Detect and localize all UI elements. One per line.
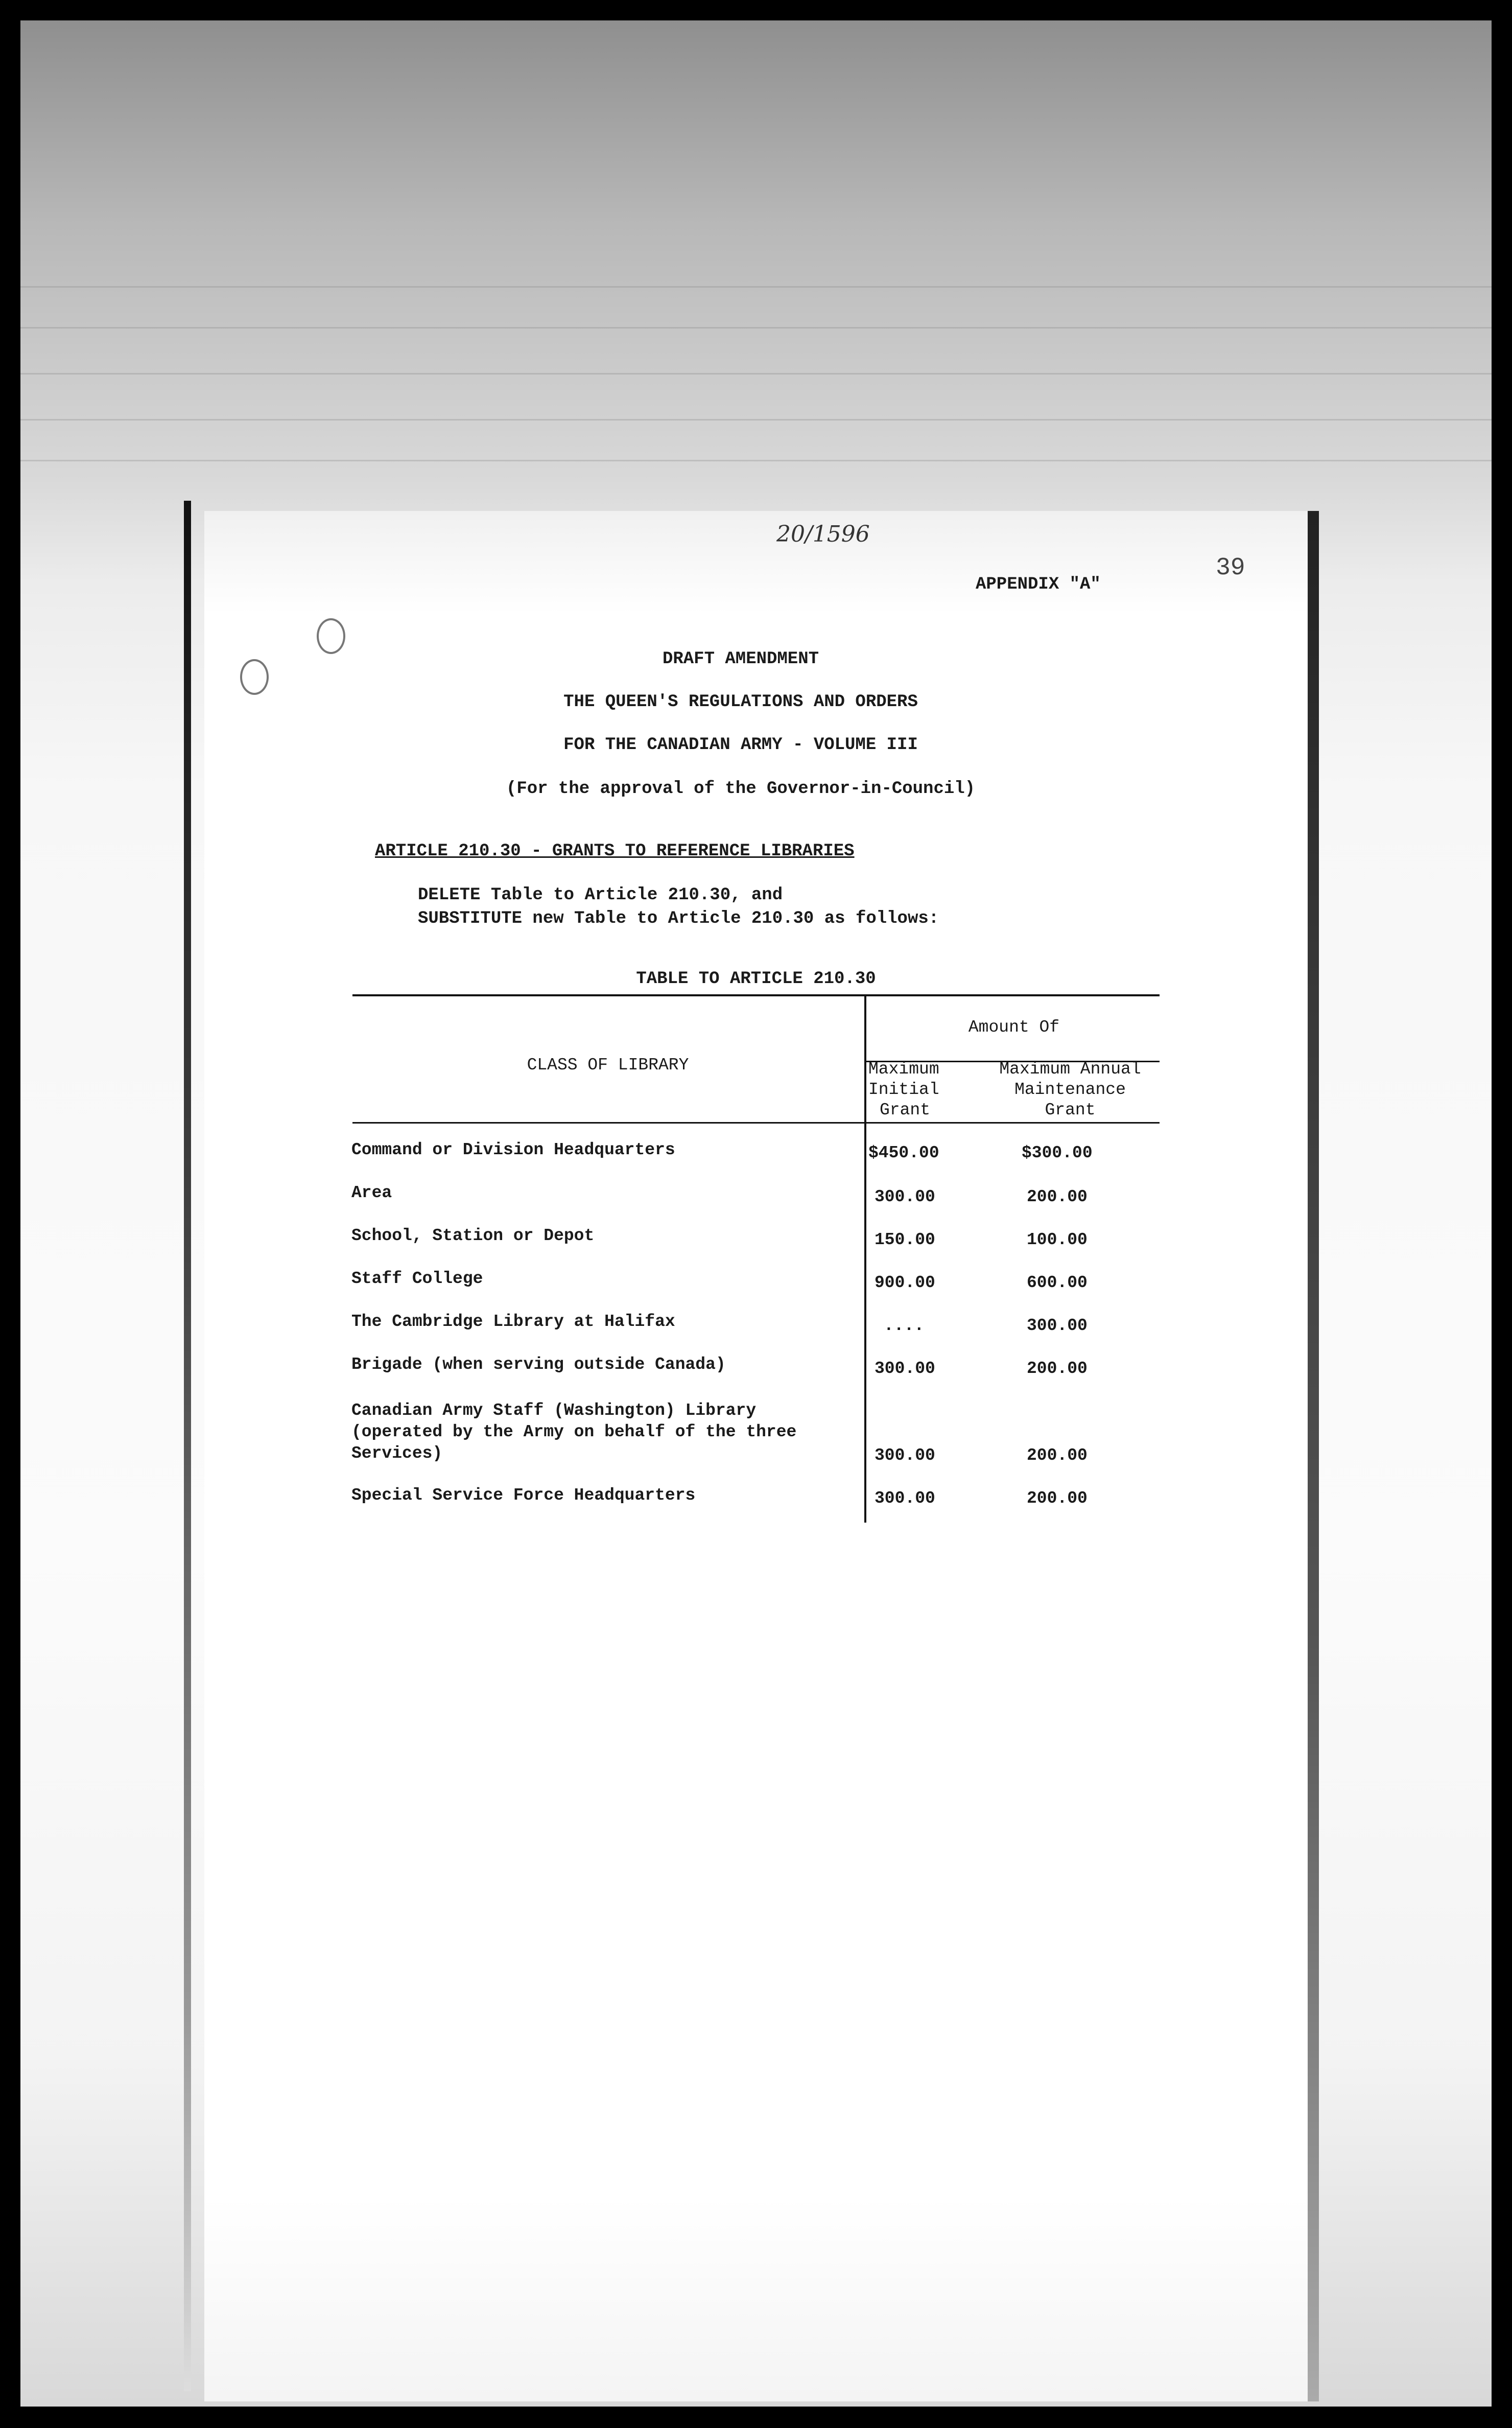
page-edge-right [1308,511,1319,2401]
row-initial: 900.00 [875,1273,935,1292]
class-of-library-header: CLASS OF LIBRARY [527,1056,689,1075]
table-caption: TABLE TO ARTICLE 210.30 [636,969,876,989]
appendix-label: APPENDIX "A" [976,575,1101,594]
row-initial: 300.00 [875,1359,935,1378]
row-label: The Cambridge Library at Halifax [351,1312,675,1331]
row-initial: $450.00 [868,1143,939,1162]
initial-grant-header-2: Initial [868,1080,939,1099]
row-initial: 300.00 [875,1187,935,1206]
title-approval: (For the approval of the Governor-in-Council) [506,779,976,799]
row-annual: 600.00 [1027,1273,1088,1292]
title-volume: FOR THE CANADIAN ARMY - VOLUME III [563,735,918,755]
annual-grant-header-2: Maintenance [1014,1080,1126,1099]
instruction-delete: DELETE Table to Article 210.30, and [418,885,783,905]
initial-grant-header-1: Maximum [868,1060,939,1079]
annual-grant-header-1: Maximum Annual [999,1060,1141,1079]
instruction-substitute: SUBSTITUTE new Table to Article 210.30 as follows: [418,909,939,928]
row-label: Area [351,1183,392,1202]
article-heading: ARTICLE 210.30 - GRANTS TO REFERENCE LIBRARIES [375,842,855,861]
row-initial: .... [884,1316,925,1335]
title-draft-amendment: DRAFT AMENDMENT [662,649,819,669]
row-label: Services) [351,1444,443,1463]
row-label: Staff College [351,1269,483,1288]
page-number: 39 [1216,554,1245,582]
title-regulations: THE QUEEN'S REGULATIONS AND ORDERS [563,692,918,712]
row-annual: 200.00 [1027,1187,1088,1206]
initial-grant-header-3: Grant [880,1101,931,1119]
row-annual: 200.00 [1027,1489,1088,1508]
row-label: Special Service Force Headquarters [351,1486,696,1505]
punch-hole [240,659,269,695]
amount-of-header: Amount Of [968,1018,1060,1037]
row-annual: 200.00 [1027,1446,1088,1465]
punch-hole [317,618,345,654]
row-initial: 300.00 [875,1446,935,1465]
row-initial: 300.00 [875,1489,935,1508]
annual-grant-header-3: Grant [1045,1101,1096,1119]
row-label: Command or Division Headquarters [351,1140,675,1159]
page-edge-left [184,501,191,2391]
row-annual: 300.00 [1027,1316,1088,1335]
row-annual: $300.00 [1022,1143,1093,1162]
row-label: (operated by the Army on behalf of the three [351,1422,797,1441]
row-label: School, Station or Depot [351,1226,595,1245]
row-annual: 200.00 [1027,1359,1088,1378]
row-initial: 150.00 [875,1230,935,1249]
row-label: Brigade (when serving outside Canada) [351,1355,726,1374]
handwritten-reference: 20/1596 [776,521,870,547]
row-annual: 100.00 [1027,1230,1088,1249]
row-label: Canadian Army Staff (Washington) Library [351,1401,757,1420]
